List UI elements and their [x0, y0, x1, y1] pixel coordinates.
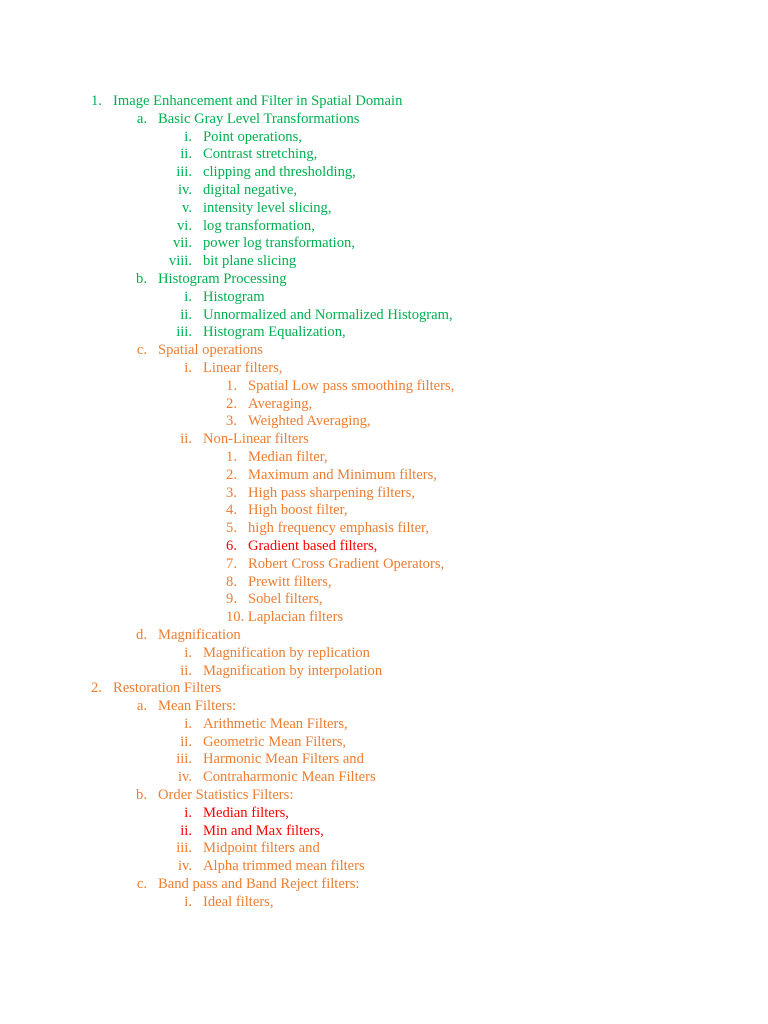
outline-item-level-3 — [0, 840, 768, 858]
list-marker: iii. — [176, 324, 192, 341]
list-item-text: Alpha trimmed mean filters — [203, 858, 365, 875]
list-marker: 5. — [226, 520, 237, 537]
list-marker: ii. — [180, 733, 192, 750]
list-item-text: Robert Cross Gradient Operators, — [248, 555, 445, 572]
list-marker: i. — [184, 804, 192, 821]
list-item-text: Magnification by interpolation — [203, 662, 383, 679]
outline-item-level-3 — [0, 218, 768, 236]
list-marker: 1. — [91, 93, 102, 109]
list-marker: i. — [184, 359, 192, 376]
list-marker: ii. — [180, 306, 192, 323]
list-marker: vi. — [177, 217, 192, 234]
outline-item-level-3 — [0, 253, 768, 271]
outline-item-level-4 — [0, 574, 768, 592]
outline-item-level-3 — [0, 823, 768, 841]
outline-item-level-3 — [0, 289, 768, 307]
list-marker: i. — [184, 288, 192, 305]
list-item-text: Magnification — [158, 626, 241, 643]
list-marker: ii. — [180, 822, 192, 839]
list-item-text: Median filter, — [248, 448, 328, 465]
outline-item-level-3 — [0, 663, 768, 681]
list-marker: i. — [184, 715, 192, 732]
list-item-text: Spatial operations — [158, 342, 263, 359]
list-item-text: Contrast stretching, — [203, 146, 318, 163]
list-marker: a. — [136, 110, 147, 127]
list-item-text: Basic Gray Level Transformations — [158, 110, 360, 127]
list-marker: vii. — [172, 235, 192, 252]
outline-item-level-3 — [0, 235, 768, 253]
list-item-text: Gradient based filters, — [248, 537, 378, 554]
outline-item-level-3 — [0, 751, 768, 769]
outline-item-level-1 — [0, 680, 768, 698]
outline-item-level-4 — [0, 449, 768, 467]
list-item-text: Ideal filters, — [203, 893, 274, 910]
outline-item-level-4 — [0, 467, 768, 485]
list-marker: 3. — [226, 484, 237, 501]
list-item-text: Maximum and Minimum filters, — [248, 466, 437, 483]
list-marker: ii. — [180, 146, 192, 163]
list-item-text: Prewitt filters, — [248, 573, 332, 590]
list-marker: iii. — [176, 840, 192, 857]
outline-item-level-1 — [0, 93, 768, 111]
list-item-text: Band pass and Band Reject filters: — [158, 876, 360, 893]
list-marker: iii. — [176, 164, 192, 181]
outline-item-level-2 — [0, 342, 768, 360]
list-marker: d. — [136, 626, 147, 643]
outline-item-level-3 — [0, 360, 768, 378]
list-marker: b. — [136, 270, 147, 287]
list-marker: b. — [136, 787, 147, 804]
list-marker: iv. — [177, 769, 192, 786]
list-item-text: Mean Filters: — [158, 698, 237, 715]
list-marker: 4. — [226, 502, 237, 519]
outline-item-level-4 — [0, 520, 768, 538]
list-item-text: Order Statistics Filters: — [158, 787, 294, 804]
list-item-text-inner: Laplacian filters — [247, 609, 344, 626]
outline-item-level-2 — [0, 627, 768, 645]
list-item-text: Histogram Processing — [158, 270, 287, 287]
list-item-text: Point operations, — [203, 128, 302, 145]
list-item-text: Magnification by replication — [203, 644, 370, 661]
list-item-text: High boost filter, — [248, 502, 348, 519]
list-marker: 2. — [226, 466, 237, 483]
list-marker: 2. — [226, 395, 237, 412]
outline-item-level-3 — [0, 716, 768, 734]
outline-item-level-4 — [0, 378, 768, 396]
list-item-text: Non-Linear filters — [203, 431, 309, 448]
outline-item-level-4 — [0, 591, 768, 609]
list-item-text: Averaging, — [248, 395, 313, 412]
outline-item-level-3 — [0, 164, 768, 182]
list-item-text: Min and Max filters, — [203, 822, 324, 839]
list-item-text: power log transformation, — [203, 235, 355, 252]
list-item-text: Geometric Mean Filters, — [203, 733, 347, 750]
list-marker: 2. — [91, 680, 102, 697]
outline-item-level-2 — [0, 876, 768, 894]
list-item-text: Histogram — [203, 288, 265, 305]
list-marker: iii. — [176, 751, 192, 768]
list-item-text: High pass sharpening filters, — [248, 484, 415, 501]
list-marker: a. — [136, 698, 147, 715]
list-item-text: Unnormalized and Normalized Histogram, — [203, 306, 453, 323]
outline-item-level-3 — [0, 200, 768, 218]
list-item-text: Weighted Averaging, — [248, 413, 371, 430]
list-marker: 10. — [226, 609, 245, 626]
list-item-text: high frequency emphasis filter, — [248, 520, 429, 537]
outline-item-level-3 — [0, 182, 768, 200]
list-item-text: Contraharmonic Mean Filters — [203, 769, 376, 786]
list-marker: 1. — [226, 448, 237, 465]
outline-item-level-3 — [0, 645, 768, 663]
outline-item-level-2 — [0, 787, 768, 805]
list-item-text: Spatial Low pass smoothing filters, — [248, 377, 455, 394]
outline-item-level-3 — [0, 129, 768, 147]
list-item-text: Arithmetic Mean Filters, — [203, 715, 348, 732]
list-marker: i. — [184, 893, 192, 910]
outline-item-level-4 — [0, 556, 768, 574]
list-marker: iv. — [177, 181, 192, 198]
list-marker: ii. — [180, 431, 192, 448]
outline-item-level-3 — [0, 431, 768, 449]
outline-item-level-2 — [0, 111, 768, 129]
outline-item-level-3 — [0, 769, 768, 787]
list-item-text: Image Enhancement and Filter in Spatial Domain — [113, 93, 403, 109]
outline-item-level-3 — [0, 805, 768, 823]
list-item-text: clipping and thresholding, — [203, 164, 356, 181]
outline-item-level-2 — [0, 698, 768, 716]
outline-item-level-3 — [0, 307, 768, 325]
outline-item-level-4 — [0, 396, 768, 414]
list-item-text: Restoration Filters — [113, 680, 222, 697]
list-item-text: Linear filters, — [203, 359, 283, 376]
list-marker: v. — [182, 199, 192, 216]
outline-item-level-3 — [0, 324, 768, 342]
outline-item-level-3 — [0, 146, 768, 164]
list-item-text: bit plane slicing — [203, 253, 297, 270]
outline-item-level-4 — [0, 413, 768, 431]
list-item-text: Histogram Equalization, — [203, 324, 346, 341]
list-marker: c. — [136, 342, 147, 359]
outline-item-level-2 — [0, 271, 768, 289]
list-marker: ii. — [180, 662, 192, 679]
list-marker: 9. — [226, 591, 237, 608]
outline-item-level-4 — [0, 485, 768, 503]
list-marker: iv. — [177, 858, 192, 875]
outline-item-level-4 — [0, 502, 768, 520]
list-item-text: Midpoint filters and — [203, 840, 320, 857]
list-item-text: Harmonic Mean Filters and — [203, 751, 364, 768]
list-item-text — [226, 609, 343, 627]
document-page — [0, 93, 768, 912]
list-marker: 3. — [226, 413, 237, 430]
list-marker: c. — [136, 876, 147, 893]
list-item-text: Sobel filters, — [248, 591, 323, 608]
outline-item-level-4 — [0, 609, 768, 627]
list-marker: 8. — [226, 573, 237, 590]
list-marker: 1. — [226, 377, 237, 394]
list-marker: 7. — [226, 555, 237, 572]
list-item-text: log transformation, — [203, 217, 315, 234]
outline-item-level-4 — [0, 538, 768, 556]
list-item-text: intensity level slicing, — [203, 199, 332, 216]
list-marker: i. — [184, 128, 192, 145]
outline-item-level-3 — [0, 858, 768, 876]
list-marker: 6. — [226, 537, 237, 554]
outline-item-level-3 — [0, 894, 768, 912]
list-item-text: Median filters, — [203, 804, 289, 821]
list-item-text: digital negative, — [203, 181, 298, 198]
list-marker: i. — [184, 644, 192, 661]
list-marker: viii. — [168, 253, 192, 270]
outline-item-level-3 — [0, 734, 768, 752]
